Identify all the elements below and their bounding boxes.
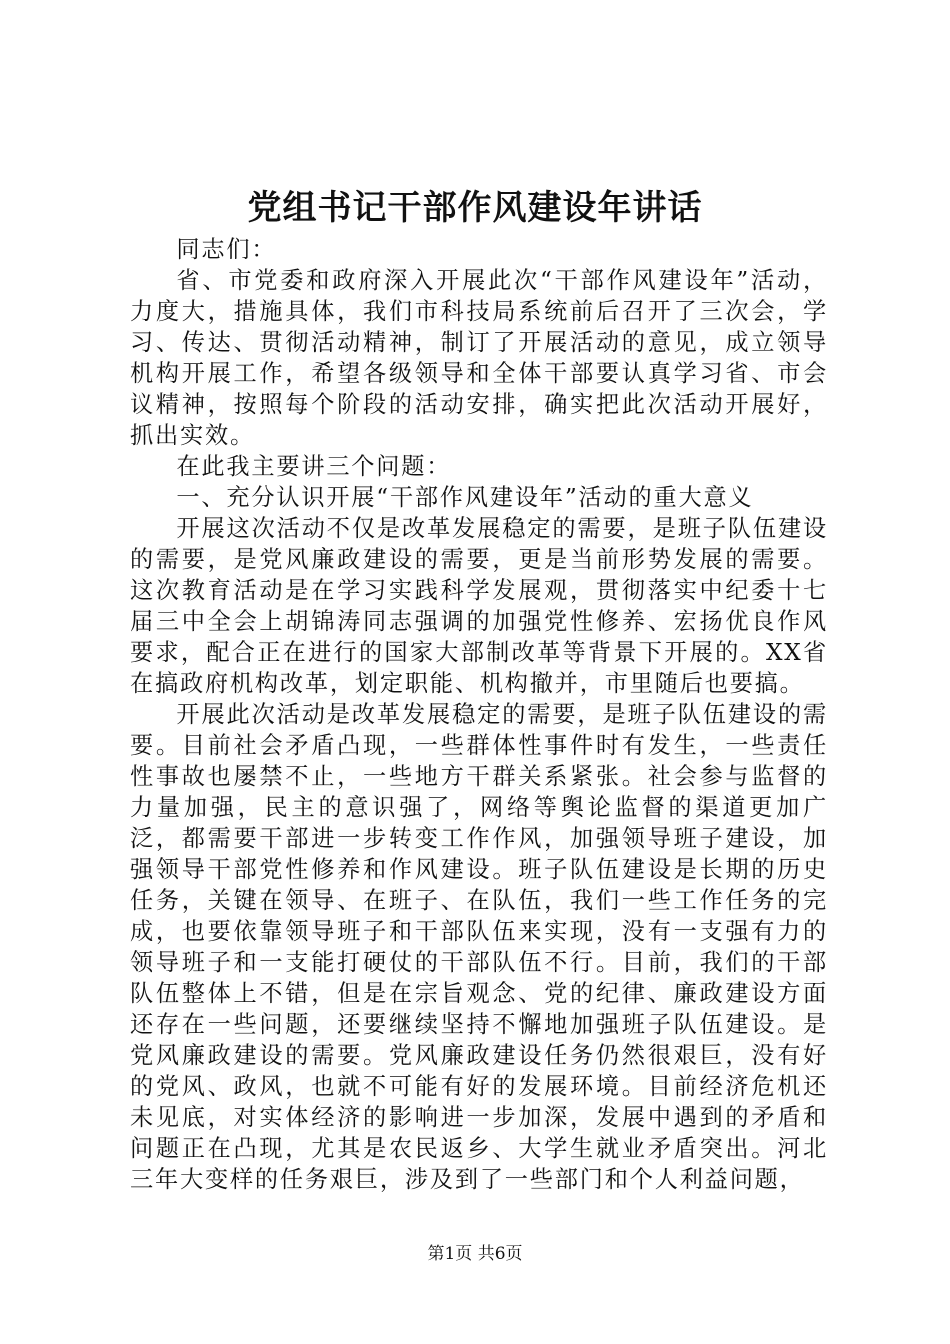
document-title: 党组书记干部作风建设年讲话	[247, 188, 703, 228]
document-body	[130, 234, 828, 1195]
paragraph-needs: 开展此次活动是改革发展稳定的需要，是班子队伍建设的需要。目前社会矛盾凸现，一些群体性事件时有发生，一些责任性事故也屡禁不止，一些地方干群关系紧张。社会参与监督的力量加强，民主的意识强了，网络等舆论监督的渠道更加广泛，都需要干部进一步转变工作作风，加强领导班子建设，加强领导干部党性修养和作风建设。班子队伍建设是长期的历史任务，关键在领导、在班子、在队伍，我们一些工作任务的完成，也要依靠领导班子和干部队伍来实现，没有一支强有力的领导班子和一支能打硬仗的干部队伍不行。目前，我们的干部队伍整体上不错，但是在宗旨观念、党的纪律、廉政建设方面还存在一些问题，还要继续坚持不懈地加强班子队伍建设。是党风廉政建设的需要。党风廉政建设任务仍然很艰巨，没有好的党风、政风，也就不可能有好的发展环境。目前经济危机还未见底，对实体经济的影响进一步加深，发展中遇到的矛盾和问题正在凸现，尤其是农民返乡、大学生就业矛盾突出。河北三年大变样的任务艰巨，涉及到了一些部门和个人利益问题，	[130, 701, 828, 1193]
paragraph-significance: 开展这次活动不仅是改革发展稳定的需要，是班子队伍建设的需要，是党风廉政建设的需要，更是当前形势发展的需要。这次教育活动是在学习实践科学发展观，贯彻落实中纪委十七届三中全会上胡锦涛同志强调的加强党性修养、宏扬优良作风要求，配合正在进行的国家大部制改革等背景下开展的。XX省在搞政府机构改革，划定职能、机构撤并，市里随后也要搞。	[130, 515, 828, 697]
paragraph-outline: 在此我主要讲三个问题：	[176, 453, 452, 480]
paragraph-salutation: 同志们：	[176, 236, 277, 263]
section-heading-1: 一、充分认识开展“干部作风建设年”活动的重大意义	[176, 484, 754, 511]
page-number: 第1页 共6页	[427, 1244, 523, 1264]
paragraph-intro: 省、市党委和政府深入开展此次“干部作风建设年”活动，力度大，措施具体，我们市科技局系统前后召开了三次会，学习、传达、贯彻活动精神，制订了开展活动的意见，成立领导机构开展工作，希望各级领导和全体干部要认真学习省、市会议精神，按照每个阶段的活动安排，确实把此次活动开展好，抓出实效。	[130, 267, 828, 449]
